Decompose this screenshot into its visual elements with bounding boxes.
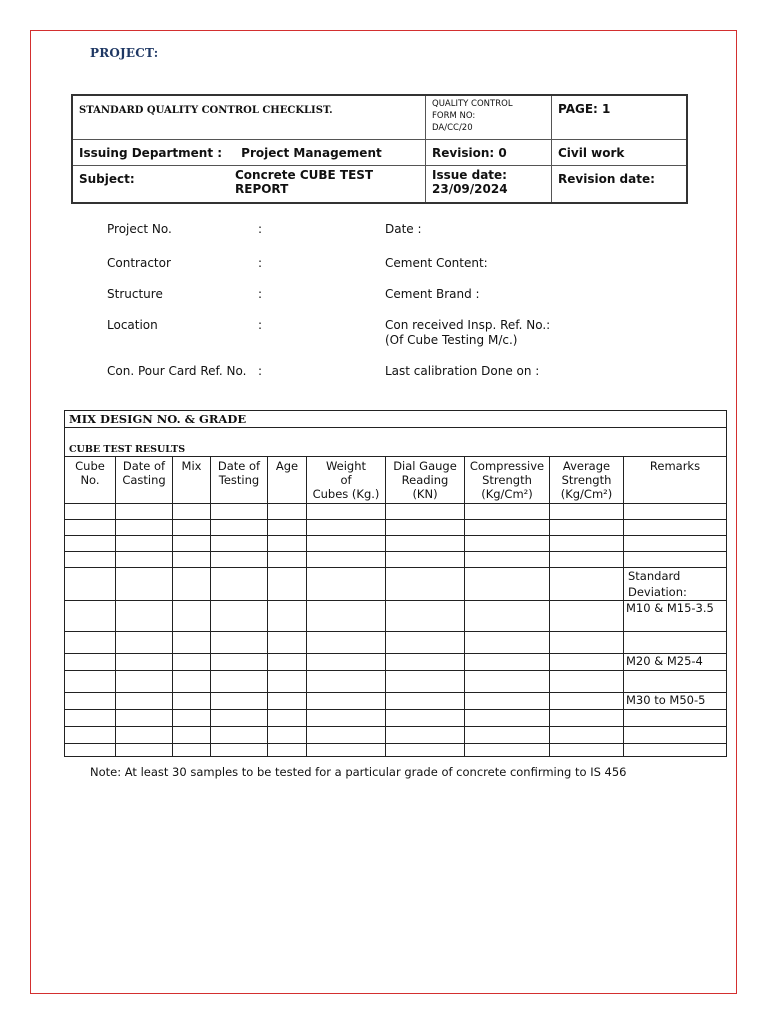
project-no-label: Project No.	[107, 222, 172, 236]
contractor-label: Contractor	[107, 256, 171, 270]
col-remarks: Remarks	[624, 457, 727, 504]
col-date-of-casting: Date of Casting	[116, 457, 173, 504]
insp-ref-sublabel: (Of Cube Testing M/c.)	[385, 333, 518, 347]
table-row	[65, 727, 727, 744]
remark-m20-m25: M20 & M25-4	[624, 654, 727, 671]
structure-label: Structure	[107, 287, 163, 301]
table-row	[65, 552, 727, 568]
remark-m30-m50: M30 to M50-5	[624, 693, 727, 710]
checklist-title: STANDARD QUALITY CONTROL CHECKLIST.	[79, 105, 333, 116]
issue-date-value: 23/09/2024	[432, 181, 508, 196]
qc-form-line2: FORM NO:	[432, 111, 476, 121]
col-age: Age	[268, 457, 307, 504]
cube-test-table	[64, 410, 727, 757]
last-calibration-label: Last calibration Done on :	[385, 364, 540, 378]
project-label: PROJECT:	[90, 46, 159, 60]
remark-m10-m15: M10 & M15-3.5	[624, 601, 727, 632]
table-row	[65, 632, 727, 654]
qc-form-line1: QUALITY CONTROL	[432, 99, 513, 109]
structure-colon: :	[258, 287, 263, 301]
revision-date-label: Revision date:	[558, 171, 655, 186]
cube-test-table-wrap	[64, 410, 726, 757]
table-row	[65, 671, 727, 693]
page-number: PAGE: 1	[558, 102, 611, 116]
table-row	[65, 568, 727, 601]
revision: Revision: 0	[432, 145, 507, 160]
project-no-colon: :	[258, 222, 263, 236]
col-weight: Weight of Cubes (Kg.)	[307, 457, 386, 504]
col-cube-no: Cube No.	[65, 457, 116, 504]
contractor-colon: :	[258, 256, 263, 270]
col-mix: Mix	[173, 457, 211, 504]
table-row	[65, 520, 727, 536]
table-row	[65, 601, 727, 632]
header-table	[71, 94, 688, 204]
date-label: Date :	[385, 222, 422, 236]
table-row	[65, 536, 727, 552]
table-row	[65, 654, 727, 671]
location-label: Location	[107, 318, 158, 332]
cement-brand-label: Cement Brand :	[385, 287, 480, 301]
table-row	[65, 744, 727, 757]
qc-form-number: DA/CC/20	[432, 123, 473, 133]
issuing-department-value: Project Management	[241, 145, 382, 160]
table-row	[65, 504, 727, 520]
mix-design-label: MIX DESIGN NO. & GRADE	[65, 411, 727, 428]
col-date-of-testing: Date of Testing	[211, 457, 268, 504]
cube-test-results-label: CUBE TEST RESULTS	[69, 444, 186, 455]
note-text: Note: At least 30 samples to be tested for a particular grade of concrete confirming to IS 456	[90, 765, 627, 779]
insp-ref-label: Con received Insp. Ref. No.:	[385, 318, 551, 332]
col-dial-gauge: Dial Gauge Reading (KN)	[386, 457, 465, 504]
column-header-row	[65, 457, 727, 504]
location-colon: :	[258, 318, 263, 332]
civil-work: Civil work	[558, 145, 625, 160]
pour-card-colon: :	[258, 364, 263, 378]
remark-standard-deviation: Standard Deviation:	[624, 568, 727, 601]
subject-label: Subject:	[79, 171, 135, 186]
cement-content-label: Cement Content:	[385, 256, 488, 270]
table-row	[65, 693, 727, 710]
col-compressive-strength: Compressive Strength (Kg/Cm²)	[465, 457, 550, 504]
col-average-strength: Average Strength (Kg/Cm²)	[550, 457, 624, 504]
pour-card-label: Con. Pour Card Ref. No.	[107, 364, 247, 378]
table-row	[65, 710, 727, 727]
subject-value: Concrete CUBE TEST REPORT	[235, 167, 374, 196]
issuing-department-label: Issuing Department :	[79, 145, 223, 160]
issue-date-label: Issue date:	[432, 167, 507, 182]
